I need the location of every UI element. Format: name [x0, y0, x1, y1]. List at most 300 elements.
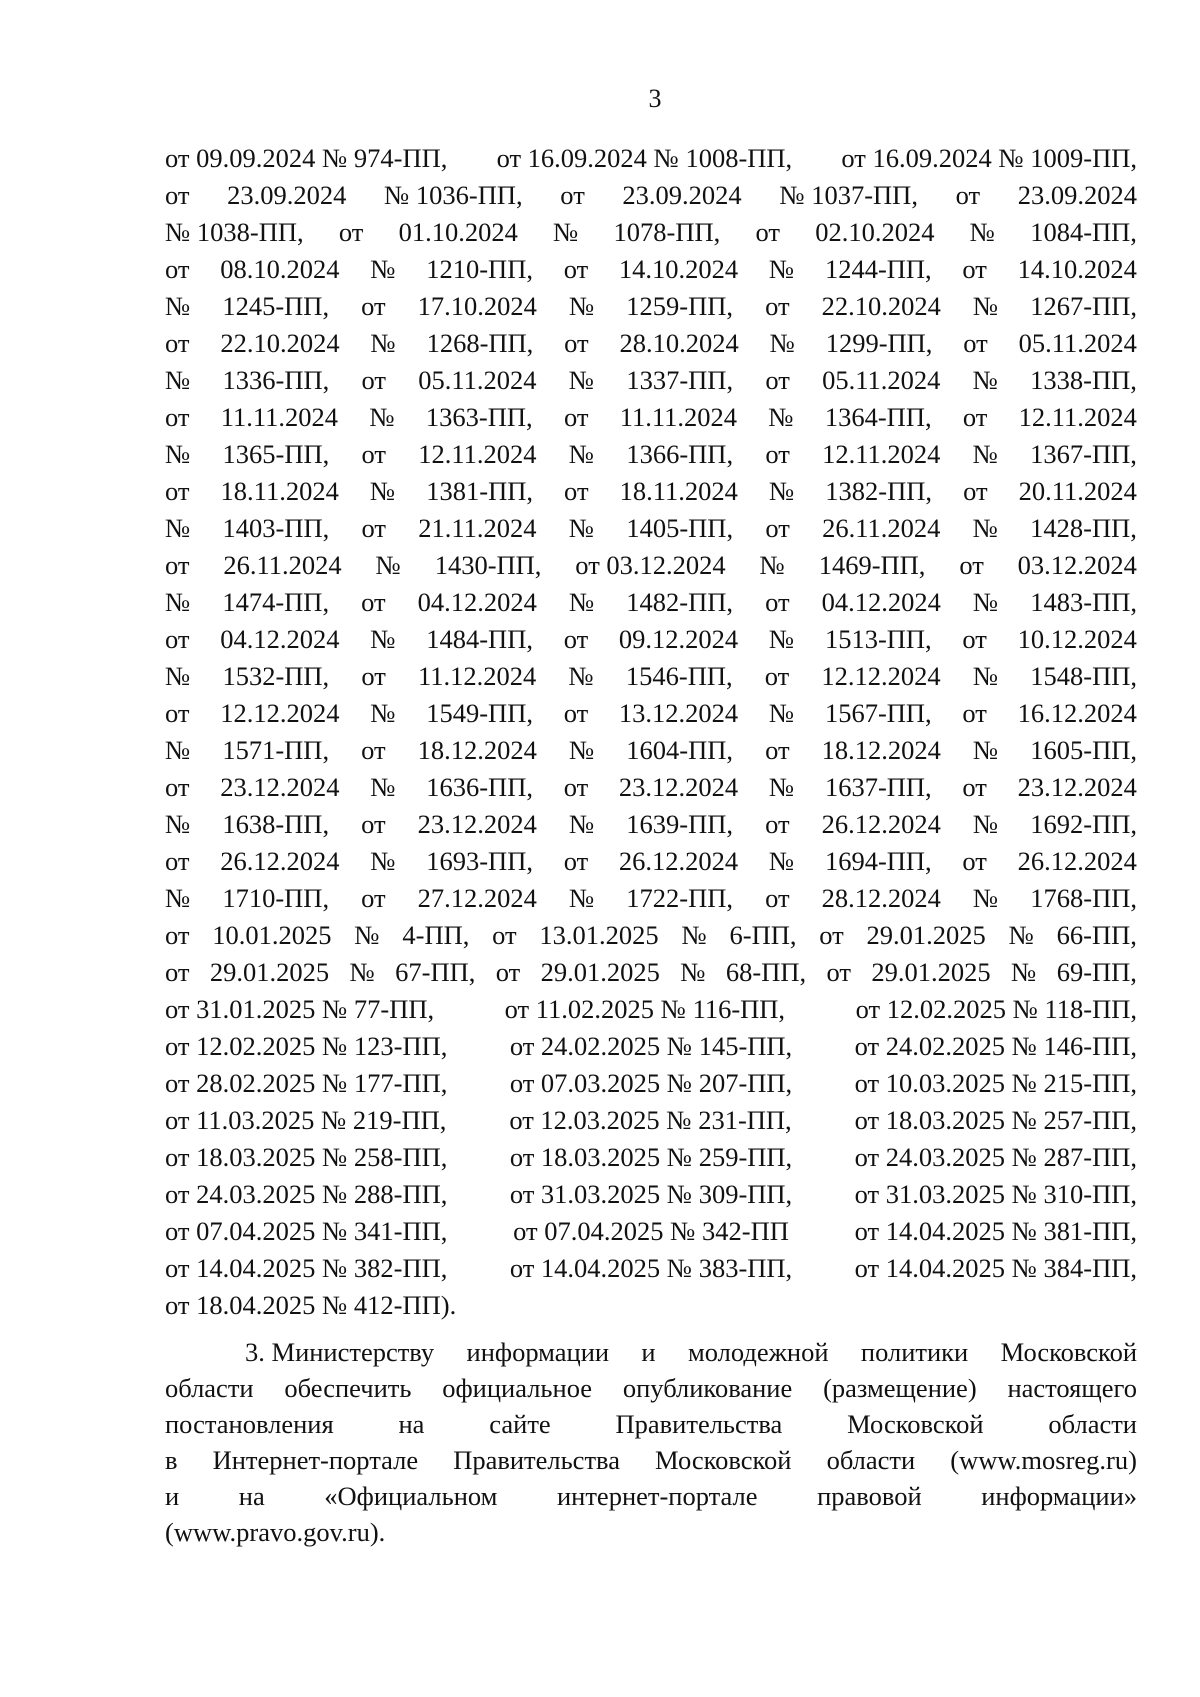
- list-token: 68-ПП,: [725, 957, 807, 987]
- list-token: 26.11.2024: [223, 550, 342, 580]
- paragraph-token: обеспечить: [284, 1373, 412, 1403]
- list-token: от: [755, 217, 780, 247]
- list-token: от: [361, 513, 387, 543]
- list-token: 1428-ПП,: [1030, 513, 1137, 543]
- list-token: от 31.03.2025 № 309-ПП,: [509, 1179, 793, 1209]
- paragraph-3-line: [165, 1370, 1137, 1406]
- list-token: 23.12.2024: [1017, 772, 1137, 802]
- list-token: №: [768, 772, 795, 802]
- list-token: от: [361, 809, 386, 839]
- list-token: 12.11.2024: [1018, 402, 1137, 432]
- list-token: от: [563, 772, 589, 802]
- decree-list-line: [165, 362, 1137, 399]
- list-token: №: [370, 624, 396, 654]
- decree-list-line: [165, 621, 1137, 658]
- list-token: 26.12.2024: [220, 846, 340, 876]
- list-token: от: [495, 957, 521, 987]
- paragraph-token: постановления: [165, 1409, 334, 1439]
- list-token: 12.12.2024: [220, 698, 340, 728]
- list-token: от: [165, 698, 190, 728]
- paragraph-token: в: [165, 1445, 178, 1475]
- list-token: от: [560, 180, 585, 210]
- list-token: 29.01.2025: [866, 920, 986, 950]
- list-token: 1365-ПП,: [222, 439, 330, 469]
- decree-list-line: [165, 843, 1137, 880]
- decree-list-line: [165, 1028, 1137, 1065]
- list-token: от: [765, 439, 790, 469]
- list-token: 23.09.2024: [1017, 180, 1137, 210]
- list-token: №: [568, 513, 595, 543]
- list-token: от 14.04.2025 № 381-ПП,: [854, 1216, 1137, 1246]
- list-token: от: [765, 587, 790, 617]
- decree-list-line: [165, 584, 1137, 621]
- list-token: от: [165, 476, 190, 506]
- page-number: 3: [648, 84, 662, 113]
- decree-list-line: [165, 880, 1137, 917]
- list-token: от 24.02.2025 № 145-ПП,: [509, 1031, 793, 1061]
- list-token: №: [568, 587, 595, 617]
- list-token: от 31.03.2025 № 310-ПП,: [854, 1179, 1137, 1209]
- list-token: 1338-ПП,: [1030, 365, 1137, 395]
- list-token: 10.12.2024: [1017, 624, 1137, 654]
- list-token: от 18.03.2025 № 257-ПП,: [854, 1105, 1137, 1135]
- decree-list-line: [165, 436, 1137, 473]
- paragraph-token: опубликование: [622, 1373, 793, 1403]
- paragraph-token: и: [641, 1337, 656, 1367]
- list-token: от 18.03.2025 № 259-ПП,: [509, 1142, 793, 1172]
- list-token: 1549-ПП,: [426, 698, 533, 728]
- list-token: 1430-ПП,: [434, 550, 542, 580]
- list-token: 1710-ПП,: [222, 883, 330, 913]
- list-token: 21.11.2024: [418, 513, 537, 543]
- list-token: 11.11.2024: [220, 402, 339, 432]
- list-token: 1403-ПП,: [222, 513, 330, 543]
- paragraph-token: области: [826, 1445, 916, 1475]
- decree-list-line: [165, 1213, 1137, 1250]
- list-token: 1482-ПП,: [626, 587, 734, 617]
- list-token: 11.11.2024: [619, 402, 737, 432]
- list-token: 1639-ПП,: [626, 809, 734, 839]
- paragraph-token: Московской: [847, 1409, 984, 1439]
- list-token: 05.11.2024: [1018, 328, 1137, 358]
- list-token: №: [680, 957, 706, 987]
- list-token: 12.11.2024: [418, 439, 537, 469]
- list-token: от: [338, 217, 364, 247]
- list-token: от: [361, 883, 386, 913]
- list-token: от: [962, 846, 987, 876]
- list-token: от: [962, 254, 987, 284]
- list-token: №: [768, 698, 795, 728]
- paragraph-token: правовой: [817, 1481, 922, 1511]
- list-token: 4-ПП,: [402, 920, 470, 950]
- list-token: 10.01.2025: [212, 920, 332, 950]
- list-token: от 24.02.2025 № 146-ПП,: [854, 1031, 1137, 1061]
- list-token: от 28.02.2025 № 177-ПП,: [165, 1068, 448, 1098]
- list-token: от 07.04.2025 № 342-ПП: [513, 1216, 789, 1246]
- list-token: 1532-ПП,: [222, 661, 330, 691]
- list-token: №: [369, 476, 396, 506]
- list-token: от: [963, 476, 988, 506]
- list-token: 28.12.2024: [821, 883, 941, 913]
- paragraph-3-last-line: (www.pravo.gov.ru).: [165, 1517, 386, 1547]
- list-token: №: [370, 772, 396, 802]
- list-token: №: [370, 698, 396, 728]
- decree-list-line: [165, 510, 1137, 547]
- list-token: 22.10.2024: [220, 328, 340, 358]
- list-token: 1484-ПП,: [426, 624, 533, 654]
- list-token: 09.12.2024: [618, 624, 739, 654]
- paragraph-token: настоящего: [1007, 1373, 1137, 1403]
- list-token: №: [972, 365, 998, 395]
- list-token: 14.10.2024: [1017, 254, 1137, 284]
- list-token: 12.12.2024: [821, 661, 941, 691]
- list-token: от 07.03.2025 № 207-ПП,: [509, 1068, 793, 1098]
- list-token: 67-ПП,: [395, 957, 476, 987]
- list-token: от: [563, 402, 589, 432]
- list-token: №: [759, 550, 785, 580]
- decree-list-line: [165, 473, 1137, 510]
- list-token: 1084-ПП,: [1030, 217, 1137, 247]
- paragraph-token: Интернет-портале: [212, 1445, 419, 1475]
- decree-list-line: [165, 806, 1137, 843]
- list-token: от: [962, 402, 988, 432]
- list-token: 26.11.2024: [822, 513, 941, 543]
- paragraph-token: Московской: [655, 1445, 792, 1475]
- list-token: 1381-ПП,: [426, 476, 533, 506]
- decree-list-line: [165, 288, 1137, 325]
- list-token: №: [165, 809, 191, 839]
- list-token: №: [165, 883, 191, 913]
- list-token: 13.12.2024: [618, 698, 739, 728]
- list-token: №: [972, 883, 999, 913]
- decree-list-line: [165, 140, 1137, 177]
- list-token: от: [361, 365, 387, 395]
- list-token: №: [972, 661, 999, 691]
- list-token: от: [361, 291, 386, 321]
- decree-list-line: [165, 1250, 1137, 1287]
- list-token: 1245-ПП,: [222, 291, 330, 321]
- list-token: от 12.02.2025 № 118-ПП,: [855, 994, 1137, 1024]
- list-token: 1637-ПП,: [824, 772, 932, 802]
- list-token: 18.11.2024: [220, 476, 339, 506]
- list-token: от: [826, 957, 852, 987]
- decree-list-line: [165, 1176, 1137, 1213]
- paragraph-token: области: [165, 1373, 254, 1403]
- list-token: №: [369, 402, 395, 432]
- list-token: №: [370, 328, 396, 358]
- list-token: 1694-ПП,: [824, 846, 932, 876]
- list-token: 1364-ПП,: [824, 402, 932, 432]
- decree-list-line: [165, 695, 1137, 732]
- list-token: 05.11.2024: [418, 365, 537, 395]
- list-token: 1638-ПП,: [222, 809, 330, 839]
- paragraph-token: Правительства: [453, 1445, 620, 1475]
- paragraph-token: (размещение): [823, 1373, 977, 1403]
- decree-list-line: [165, 1102, 1137, 1139]
- list-token: 29.01.2025: [871, 957, 991, 987]
- list-token: 02.10.2024: [815, 217, 935, 247]
- list-token: №: [165, 735, 191, 765]
- paragraph-token: Московской: [1000, 1337, 1137, 1367]
- paragraph-token: Правительства: [615, 1409, 783, 1439]
- list-token: 69-ПП,: [1056, 957, 1137, 987]
- list-token: 23.12.2024: [220, 772, 340, 802]
- list-token: от: [563, 698, 589, 728]
- decree-list-last-line: от 18.04.2025 № 412-ПП).: [165, 1290, 457, 1320]
- list-token: 28.10.2024: [619, 328, 739, 358]
- list-token: №: [972, 735, 999, 765]
- list-token: 13.01.2025: [539, 920, 659, 950]
- list-token: 1513-ПП,: [824, 624, 932, 654]
- decree-list-line: [165, 214, 1137, 251]
- list-token: 1382-ПП,: [825, 476, 933, 506]
- list-token: от 24.03.2025 № 287-ПП,: [854, 1142, 1137, 1172]
- list-token: 22.10.2024: [821, 291, 941, 321]
- list-token: №: [370, 846, 396, 876]
- paragraph-token: информации»: [981, 1481, 1137, 1511]
- list-token: 05.11.2024: [822, 365, 941, 395]
- list-token: от: [564, 476, 589, 506]
- list-token: 1474-ПП,: [222, 587, 330, 617]
- list-token: 29.01.2025: [209, 957, 330, 987]
- list-token: от 11.02.2025 № 116-ПП,: [504, 994, 786, 1024]
- list-token: 18.12.2024: [417, 735, 537, 765]
- list-token: 1078-ПП,: [613, 217, 721, 247]
- list-token: №: [375, 550, 401, 580]
- list-token: №: [768, 624, 795, 654]
- decree-list-line: [165, 1139, 1137, 1176]
- list-token: №: [568, 661, 594, 691]
- paragraph-token: сайте: [489, 1409, 551, 1439]
- list-token: 18.12.2024: [821, 735, 941, 765]
- list-token: 1337-ПП,: [626, 365, 734, 395]
- paragraph-token: (www.mosreg.ru): [950, 1445, 1137, 1475]
- list-token: от 12.03.2025 № 231-ПП,: [509, 1105, 792, 1135]
- list-token: от: [165, 550, 190, 580]
- decree-list-line: [165, 1065, 1137, 1102]
- list-token: от: [165, 957, 190, 987]
- list-token: 14.10.2024: [618, 254, 739, 284]
- list-token: 66-ПП,: [1056, 920, 1137, 950]
- list-token: от 10.03.2025 № 215-ПП,: [854, 1068, 1137, 1098]
- list-token: 23.12.2024: [618, 772, 739, 802]
- list-token: от: [361, 661, 386, 691]
- list-token: 03.12.2024: [1017, 550, 1137, 580]
- list-token: 08.10.2024: [220, 254, 340, 284]
- list-token: от: [361, 735, 386, 765]
- list-token: от 18.03.2025 № 258-ПП,: [165, 1142, 448, 1172]
- list-token: 23.09.2024: [227, 180, 347, 210]
- list-token: 1548-ПП,: [1030, 661, 1137, 691]
- list-token: 1405-ПП,: [626, 513, 734, 543]
- list-token: от: [765, 365, 790, 395]
- paragraph-token: на: [238, 1481, 265, 1511]
- list-token: №: [681, 920, 707, 950]
- list-token: от: [764, 661, 790, 691]
- list-token: от: [165, 180, 190, 210]
- paragraph-3-line: [165, 1478, 1137, 1514]
- list-token: от: [765, 883, 790, 913]
- list-token: 11.12.2024: [417, 661, 537, 691]
- list-token: от 16.09.2024 № 1008-ПП,: [496, 143, 793, 173]
- list-token: от: [955, 180, 981, 210]
- list-token: №: [568, 291, 595, 321]
- decree-list-line: [165, 399, 1137, 436]
- list-token: от: [563, 254, 589, 284]
- list-token: №: [165, 661, 191, 691]
- list-token: от: [165, 624, 190, 654]
- paragraph-token: на: [398, 1409, 425, 1439]
- list-token: 1546-ПП,: [625, 661, 733, 691]
- decree-list-line: [165, 325, 1137, 362]
- list-token: от: [963, 328, 988, 358]
- list-token: 1299-ПП,: [825, 328, 933, 358]
- list-token: №: [768, 254, 795, 284]
- list-token: 23.12.2024: [417, 809, 537, 839]
- list-token: от: [165, 920, 190, 950]
- list-token: № 1036-ПП,: [384, 180, 523, 210]
- list-token: от: [165, 772, 190, 802]
- list-token: №: [165, 291, 191, 321]
- list-token: №: [165, 587, 191, 617]
- list-token: №: [1008, 920, 1034, 950]
- list-token: 1336-ПП,: [222, 365, 330, 395]
- list-token: 18.11.2024: [619, 476, 738, 506]
- list-token: от 14.04.2025 № 382-ПП,: [165, 1253, 448, 1283]
- decree-list-line: [165, 547, 1137, 584]
- list-token: 27.12.2024: [417, 883, 537, 913]
- decree-list-line: [165, 769, 1137, 806]
- list-token: 1692-ПП,: [1030, 809, 1137, 839]
- paragraph-token: молодежной: [687, 1337, 829, 1367]
- list-token: от: [361, 439, 387, 469]
- decree-list-line: [165, 251, 1137, 288]
- paragraph-token: интернет-портале: [556, 1481, 758, 1511]
- list-token: № 1037-ПП,: [779, 180, 918, 210]
- list-token: от: [563, 846, 589, 876]
- list-token: №: [349, 957, 375, 987]
- list-token: от: [361, 587, 386, 617]
- list-token: 1483-ПП,: [1030, 587, 1137, 617]
- list-token: 1268-ПП,: [426, 328, 534, 358]
- list-token: от 24.03.2025 № 288-ПП,: [165, 1179, 448, 1209]
- paragraph-token: области: [1048, 1409, 1137, 1439]
- list-token: №: [768, 846, 795, 876]
- list-token: №: [972, 809, 999, 839]
- decree-list-line: [165, 177, 1137, 214]
- list-token: от 16.09.2024 № 1009-ПП,: [841, 143, 1137, 173]
- list-token: от: [959, 550, 984, 580]
- paragraph-token: официальное: [442, 1373, 593, 1403]
- list-token: от 07.04.2025 № 341-ПП,: [165, 1216, 448, 1246]
- list-token: №: [769, 328, 795, 358]
- list-token: от: [962, 698, 987, 728]
- list-token: от 14.04.2025 № 384-ПП,: [854, 1253, 1137, 1283]
- list-token: №: [568, 439, 595, 469]
- list-token: 1693-ПП,: [426, 846, 533, 876]
- paragraph-3-line: [165, 1406, 1137, 1442]
- list-token: №: [165, 513, 191, 543]
- document-body: [165, 140, 1137, 1550]
- decree-list: [165, 140, 1137, 1287]
- list-token: №: [165, 365, 191, 395]
- list-token: от 31.01.2025 № 77-ПП,: [165, 994, 435, 1024]
- list-token: 20.11.2024: [1018, 476, 1137, 506]
- list-token: 1366-ПП,: [626, 439, 734, 469]
- list-token: от: [962, 624, 987, 654]
- decree-list-line: [165, 917, 1137, 954]
- list-token: 1363-ПП,: [425, 402, 533, 432]
- list-token: №: [165, 439, 191, 469]
- list-token: № 1038-ПП,: [165, 217, 304, 247]
- list-token: №: [768, 402, 794, 432]
- list-token: 1768-ПП,: [1030, 883, 1137, 913]
- list-token: 1571-ПП,: [222, 735, 330, 765]
- list-token: от: [564, 328, 589, 358]
- list-token: от: [165, 254, 190, 284]
- list-token: 1469-ПП,: [818, 550, 926, 580]
- paragraph-token: и: [165, 1481, 180, 1511]
- list-token: 1210-ПП,: [426, 254, 533, 284]
- list-token: №: [354, 920, 380, 950]
- list-token: 1267-ПП,: [1030, 291, 1137, 321]
- list-token: №: [553, 217, 579, 247]
- decree-list-line: [165, 991, 1137, 1028]
- list-token: №: [969, 217, 995, 247]
- list-token: №: [1011, 957, 1037, 987]
- list-token: №: [972, 513, 998, 543]
- paragraph-3-line: [165, 1334, 1137, 1370]
- list-token: №: [972, 439, 998, 469]
- list-token: 1605-ПП,: [1030, 735, 1137, 765]
- list-token: 12.11.2024: [822, 439, 941, 469]
- list-token: от 11.03.2025 № 219-ПП,: [165, 1105, 447, 1135]
- list-token: 1567-ПП,: [824, 698, 932, 728]
- list-token: 04.12.2024: [417, 587, 537, 617]
- list-token: от: [765, 735, 790, 765]
- list-token: от: [819, 920, 844, 950]
- list-token: от 14.04.2025 № 383-ПП,: [509, 1253, 793, 1283]
- paragraph-token: «Официальном: [324, 1481, 498, 1511]
- list-token: от: [765, 809, 790, 839]
- list-token: от: [765, 291, 790, 321]
- list-token: от: [165, 846, 190, 876]
- paragraph-3: [165, 1334, 1137, 1550]
- decree-list-line: [165, 732, 1137, 769]
- list-token: от: [962, 772, 987, 802]
- paragraph-token: политики: [860, 1337, 969, 1367]
- paragraph-token: информации: [466, 1337, 610, 1367]
- list-token: 1244-ПП,: [824, 254, 932, 284]
- list-token: №: [370, 254, 396, 284]
- list-token: 26.12.2024: [1017, 846, 1137, 876]
- list-token: от: [765, 513, 790, 543]
- decree-list-line: [165, 954, 1137, 991]
- list-token: 1636-ПП,: [426, 772, 533, 802]
- list-token: 23.09.2024: [622, 180, 742, 210]
- list-token: 1604-ПП,: [626, 735, 734, 765]
- list-token: 1367-ПП,: [1030, 439, 1137, 469]
- list-token: 26.12.2024: [618, 846, 739, 876]
- list-token: от 03.12.2024: [575, 550, 726, 580]
- paragraph-3-line: [165, 1442, 1137, 1478]
- list-token: №: [972, 587, 999, 617]
- list-token: 04.12.2024: [220, 624, 340, 654]
- list-token: 1259-ПП,: [626, 291, 734, 321]
- decree-list-line: [165, 658, 1137, 695]
- list-token: от: [492, 920, 517, 950]
- list-token: от: [165, 402, 190, 432]
